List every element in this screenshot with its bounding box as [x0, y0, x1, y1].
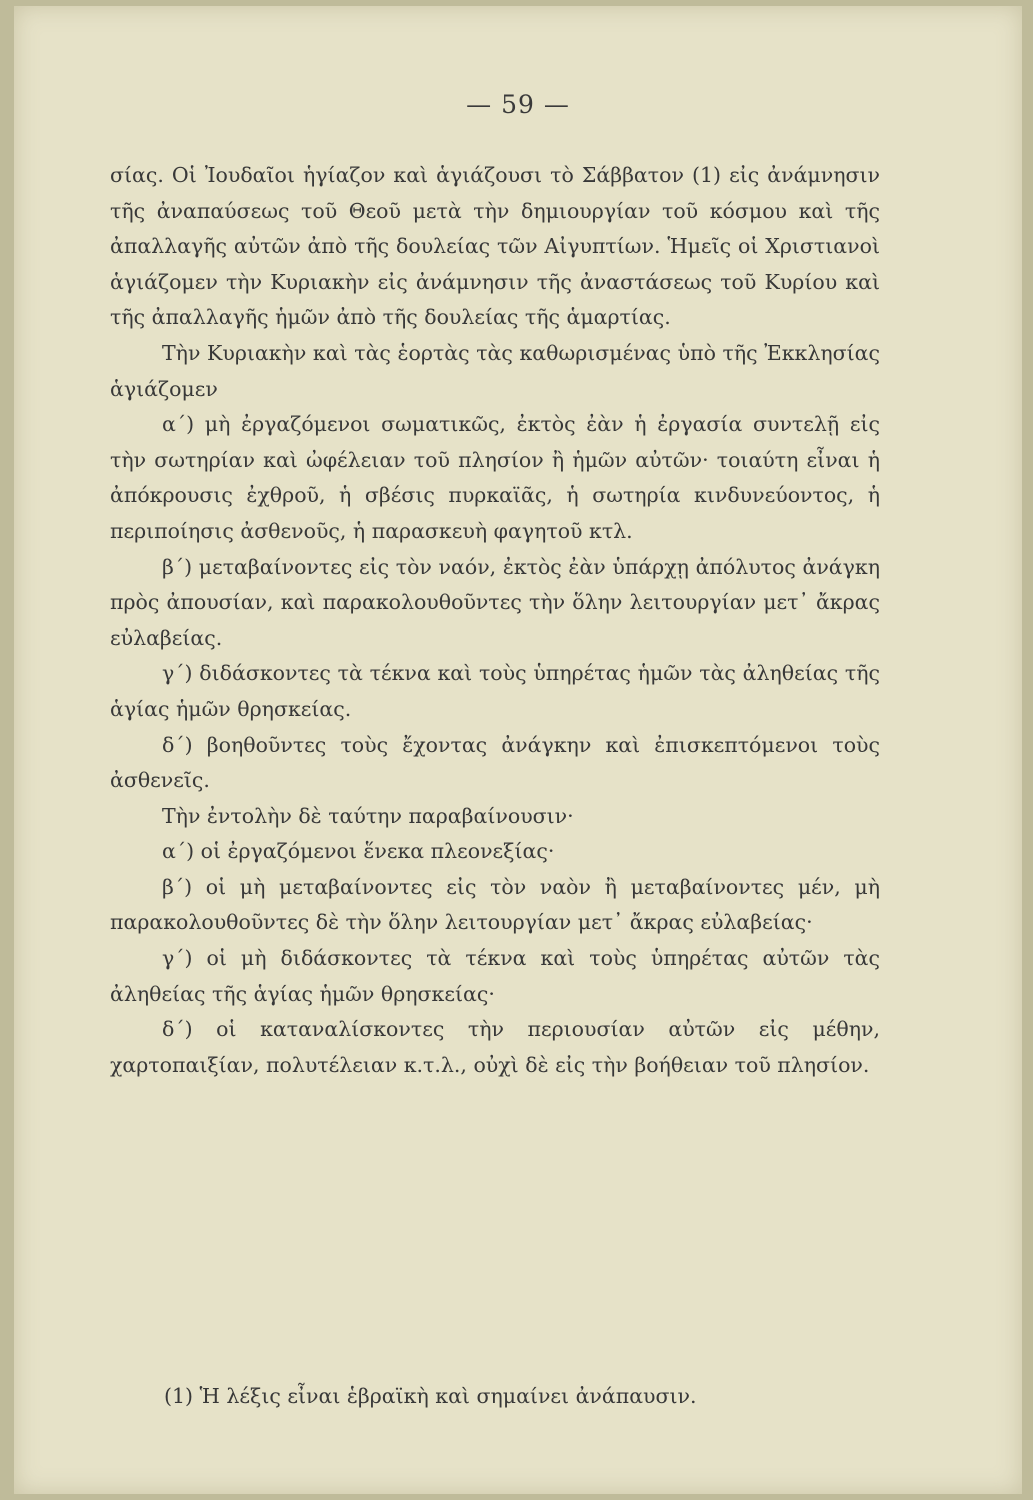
paragraph-violators-intro: Τὴν ἐντολὴν δὲ ταύτην παραβαίνουσιν· — [162, 803, 574, 828]
body-text — [110, 158, 880, 1083]
list-item-keep-b: β΄) μεταβαίνοντες εἰς τὸν ναόν, ἐκτὸς ἐὰν ὑπάρχῃ ἀπόλυτος ἀνάγκη πρὸς ἀπουσίαν, καὶ παρακολουθοῦντες τὴν ὅλην λειτουργίαν μετ᾿ ἄκρας εὐλαβείας. — [110, 554, 880, 650]
paragraph-sabbath: σίας. Οἱ Ἰουδαῖοι ἡγίαζον καὶ ἁγιάζουσι τὸ Σάββατον (1) εἰς ἀνάμνησιν τῆς ἀναπαύσεως τοῦ Θεοῦ μετὰ τὴν δημιουργίαν τοῦ κόσμου καὶ τῆς ἀπαλλαγῆς αὐτῶν ἀπὸ τῆς δουλείας τῶν Αἰγυπτίων. Ἡμεῖς οἱ Χριστιανοὶ ἁγιάζομεν τὴν Κυριακὴν εἰς ἀνάμνησιν τῆς ἀναστάσεως τοῦ Κυρίου καὶ τῆς ἀπαλλαγῆς ἡμῶν ἀπὸ τῆς δουλείας τῆς ἁμαρτίας. — [110, 163, 880, 330]
list-item-violate-b: β΄) οἱ μὴ μεταβαίνοντες εἰς τὸν ναὸν ἢ μεταβαίνοντες μέν, μὴ παρακολουθοῦντες δὲ τὴν ὅλην λειτουργίαν μετ᾿ ἄκρας εὐλαβείας· — [110, 874, 880, 935]
list-item-violate-d: δ΄) οἱ καταναλίσκοντες τὴν περιουσίαν αὐτῶν εἰς μέθην, χαρτοπαιξίαν, πολυτέλειαν κ.τ.λ., οὐχὶ δὲ εἰς τὴν βοήθειαν τοῦ πλησίον. — [110, 1017, 880, 1077]
list-item-keep-d: δ΄) βοηθοῦντες τοὺς ἔχοντας ἀνάγκην καὶ ἐπισκεπτόμενοι τοὺς ἀσθενεῖς. — [110, 732, 880, 793]
list-item-violate-a: α΄) οἱ ἐργαζόμενοι ἕνεκα πλεονεξίας· — [162, 839, 555, 864]
page-number: — 59 — — [466, 90, 570, 119]
paragraph-sunday-intro: Τὴν Κυριακὴν καὶ τὰς ἑορτὰς τὰς καθωρισμένας ὑπὸ τῆς Ἐκκλησίας ἁγιάζομεν — [110, 340, 880, 401]
list-item-keep-a: α΄) μὴ ἐργαζόμενοι σωματικῶς, ἐκτὸς ἐὰν ἡ ἐργασία συντελῇ εἰς τὴν σωτηρίαν καὶ ὠφέλειαν τοῦ πλησίον ἢ ἡμῶν αὐτῶν· τοιαύτη εἶναι ἡ ἀπόκρουσις ἐχθροῦ, ἡ σβέσις πυρκαϊᾶς, ἡ σωτηρία κινδυνεύοντος, ἡ περιποίησις ἀσθενοῦς, ἡ παρασκευὴ φαγητοῦ κτλ. — [110, 412, 880, 543]
list-item-keep-c: γ΄) διδάσκοντες τὰ τέκνα καὶ τοὺς ὑπηρέτας ἡμῶν τὰς ἀληθείας τῆς ἁγίας ἡμῶν θρησκείας. — [110, 661, 880, 721]
book-page — [14, 6, 1022, 1494]
footnote: (1) Ἡ λέξις εἶναι ἑβραϊκὴ καὶ σημαίνει ἀνάπαυσιν. — [164, 1384, 697, 1408]
list-item-violate-c: γ΄) οἱ μὴ διδάσκοντες τὰ τέκνα καὶ τοὺς ὑπηρέτας αὐτῶν τὰς ἀληθείας τῆς ἁγίας ἡμῶν θρησκείας· — [110, 946, 880, 1006]
